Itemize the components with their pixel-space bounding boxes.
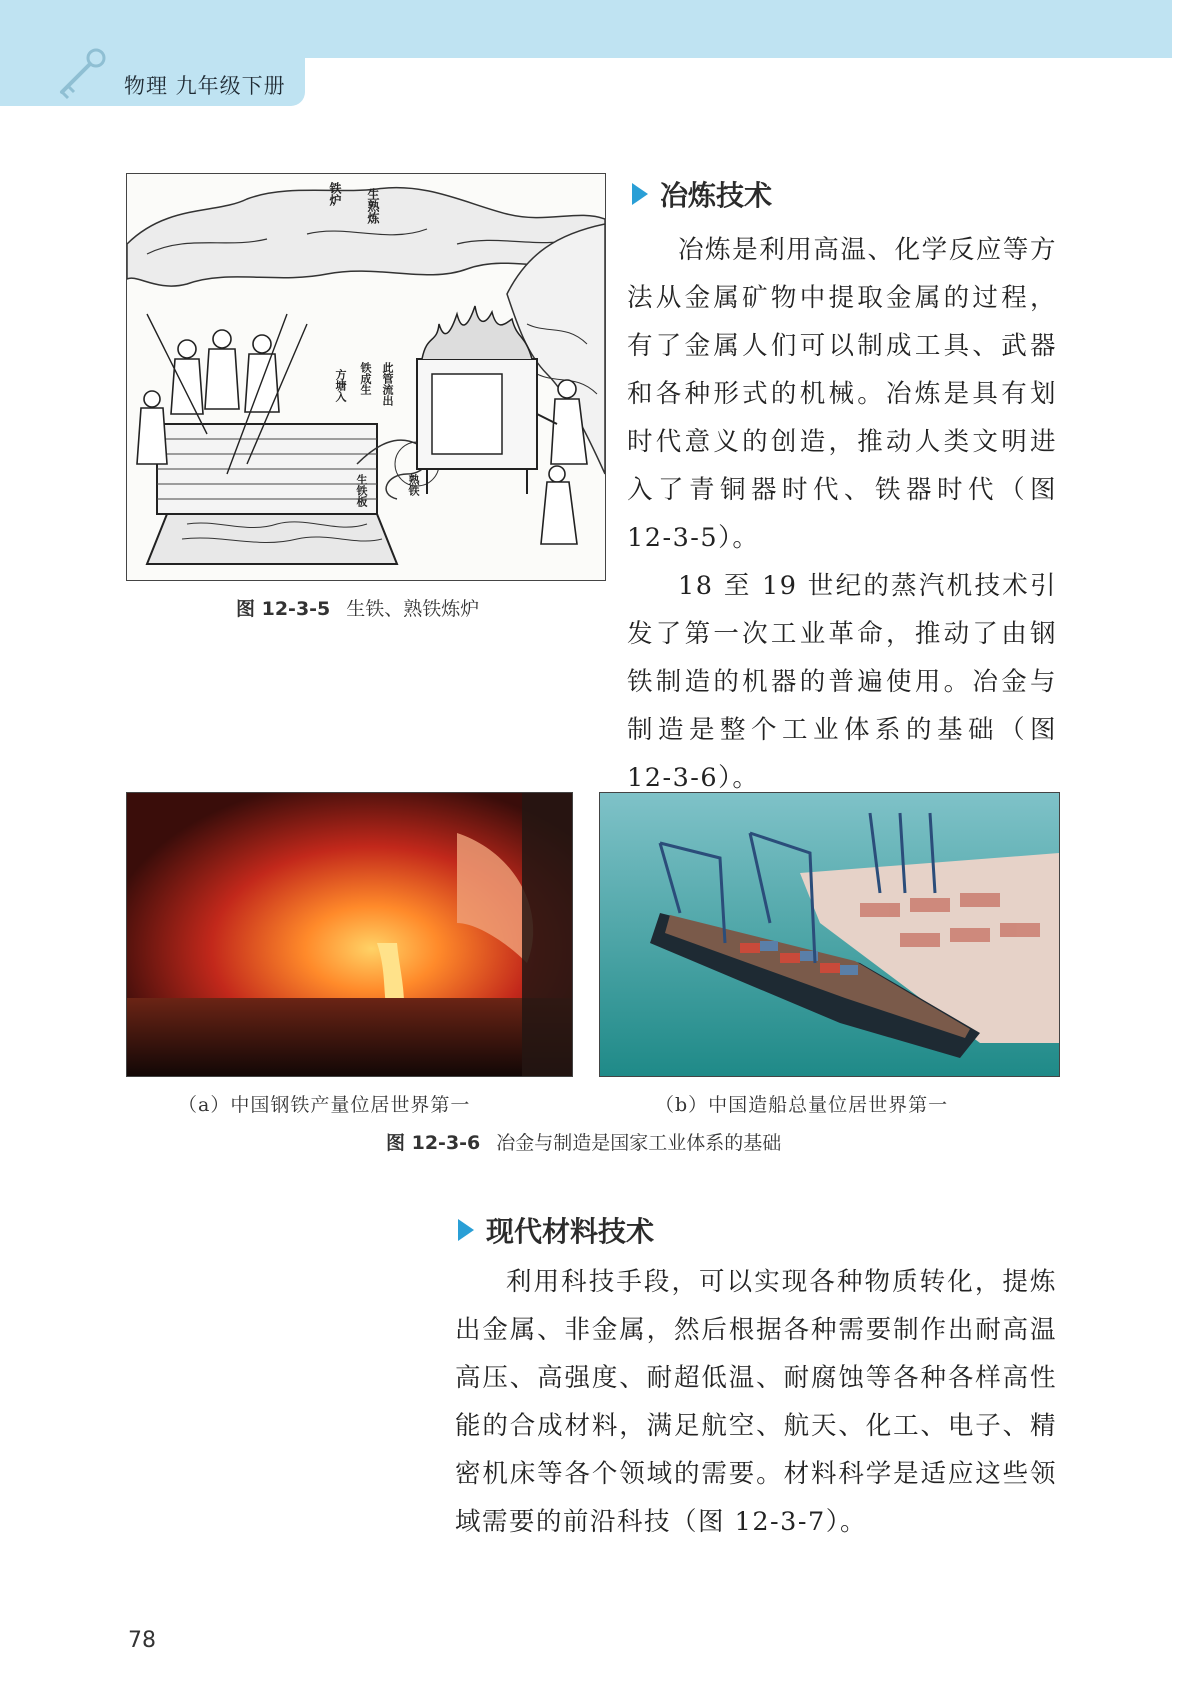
section-heading-text: 现代材料技术 [486,1215,655,1248]
figure-furnace-illustration [126,173,606,581]
paragraph: 利用科技手段，可以实现各种物质转化，提炼出金属、非金属，然后根据各种需要制作出耐高温高压、高强度、耐超低温、耐腐蚀等各种各样高性能的合成材料，满足航空、航天、化工、电子、精密机床等各个领域的需要。材料科学是适应这些领域需要的前沿科技（图 12-3-7）。 [455,1267,1057,1537]
fig-label: 铁炉 [328,182,342,206]
figure-number: 图 12-3-6 [386,1132,481,1154]
arrow-icon [632,183,648,205]
figure-6b-caption: （b）中国造船总量位居世界第一 [655,1094,949,1116]
photo-shipbuilding [599,792,1060,1077]
fig-label: 此管流出 [381,362,394,406]
figure-5-caption [236,594,479,621]
figure-caption-text: 生铁、熟铁炼炉 [346,598,480,620]
figure-caption-text: 冶金与制造是国家工业体系的基础 [496,1132,782,1154]
header-band [0,0,1172,58]
section-heading-text: 冶炼技术 [660,179,773,212]
figure-6-caption [386,1128,781,1155]
key-icon [52,44,116,102]
book-title: 物理 九年级下册 [124,74,286,98]
photo-steel-production [126,792,573,1077]
paragraph: 冶炼是利用高温、化学反应等方法从金属矿物中提取金属的过程，有了金属人们可以制成工具、武器和各种形式的机械。冶炼是具有划时代意义的创造，推动人类文明进入了青铜器时代、铁器时代（图 12-3-5）。 [627,235,1057,553]
figure-number: 图 12-3-5 [236,598,331,620]
fig-label: 熟铁 [407,474,420,496]
page-number: 78 [128,1628,156,1653]
fig-label: 方塘入 [334,369,347,402]
section-heading-smelting [632,174,772,214]
arrow-icon [458,1219,474,1241]
paragraph: 18 至 19 世纪的蒸汽机技术引发了第一次工业革命，推动了由钢铁制造的机器的普遍使用。冶金与制造是整个工业体系的基础（图 12-3-6）。 [627,571,1057,793]
figure-6a-caption: （a）中国钢铁产量位居世界第一 [178,1094,471,1116]
fig-label: 铁成生 [359,362,372,395]
fig-label: 生熟炼 [366,188,380,224]
fig-label: 生铁板 [355,474,368,507]
section-heading-materials [458,1210,654,1250]
